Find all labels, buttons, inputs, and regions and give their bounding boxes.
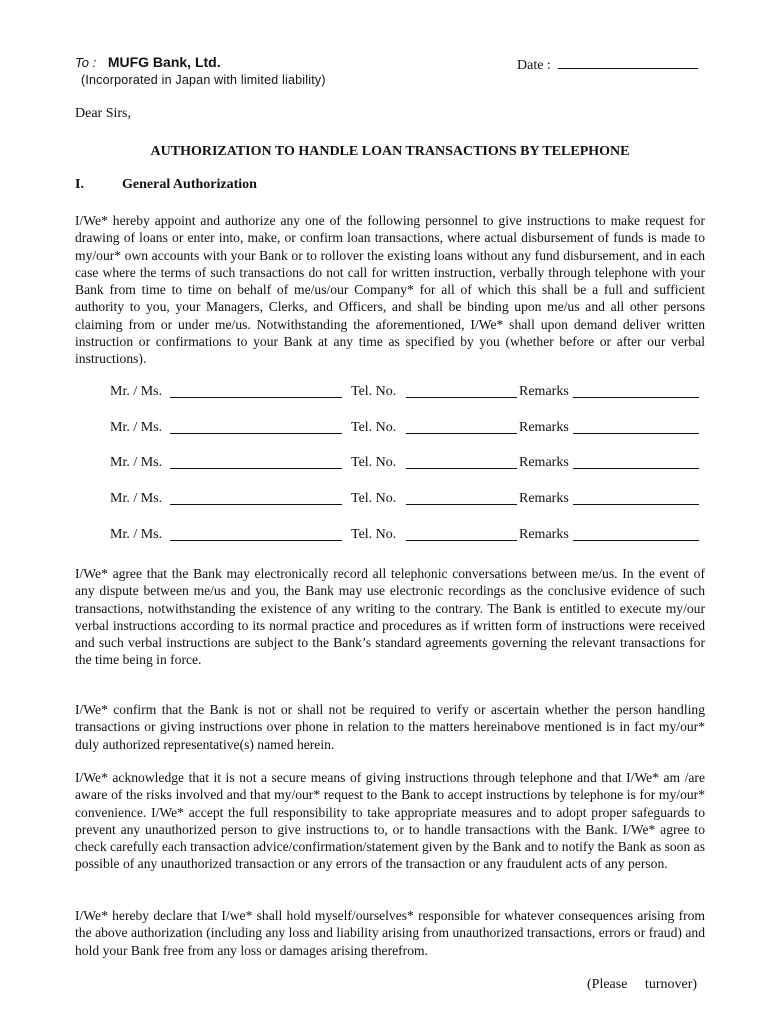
tel-label: Tel. No. <box>351 455 397 470</box>
tel-field[interactable] <box>406 528 517 541</box>
name-field[interactable] <box>170 492 342 505</box>
please-turnover-note: (Please turnover) <box>587 977 698 992</box>
name-label: Mr. / Ms. <box>110 527 163 542</box>
incorporation-note: (Incorporated in Japan with limited liability) <box>81 73 326 87</box>
remarks-label: Remarks <box>519 420 569 435</box>
document-title: AUTHORIZATION TO HANDLE LOAN TRANSACTIONS BY TELEPHONE <box>150 144 630 159</box>
date-line <box>517 56 698 74</box>
tel-label: Tel. No. <box>351 384 397 399</box>
remarks-label: Remarks <box>519 455 569 470</box>
personnel-row <box>110 455 705 471</box>
remarks-field[interactable] <box>573 421 699 434</box>
document-page <box>75 0 705 1024</box>
remarks-label: Remarks <box>519 527 569 542</box>
name-label: Mr. / Ms. <box>110 491 163 506</box>
date-label: Date : <box>517 58 551 73</box>
remarks-field[interactable] <box>573 492 699 505</box>
name-field[interactable] <box>170 421 342 434</box>
name-label: Mr. / Ms. <box>110 420 163 435</box>
indemnity-paragraph: I/We* hereby declare that I/we* shall hold myself/ourselves* responsible for whatever consequences arising from the above authorization (including any loss and liability arising from unauthorized transactions, errors or fraud) and hold your Bank free from any loss or damages arising therefrom. <box>75 908 705 958</box>
tel-field[interactable] <box>406 421 517 434</box>
tel-field[interactable] <box>406 456 517 469</box>
to-label: To : <box>75 55 97 70</box>
name-field[interactable] <box>170 385 342 398</box>
name-field[interactable] <box>170 456 342 469</box>
tel-label: Tel. No. <box>351 527 397 542</box>
remarks-label: Remarks <box>519 491 569 506</box>
tel-label: Tel. No. <box>351 491 397 506</box>
tel-label: Tel. No. <box>351 420 397 435</box>
remarks-field[interactable] <box>573 456 699 469</box>
personnel-row <box>110 420 705 436</box>
recipient-line <box>75 54 221 70</box>
authorization-paragraph: I/We* hereby appoint and authorize any one of the following personnel to give instructions to make request for drawing of loans or enter into, make, or confirm loan transactions, where actual disbursement of funds is made to my/our* own accounts with your Bank or to rollover the existing loans without any fund disbursement, and in each case where the terms of such transactions do not call for written instruction, verbally through telephone with your Bank from time to time on behalf of me/us/our Company* for all of which this shall be a full and sufficient authority to you, your Managers, Clerks, and Officers, and shall be binding upon me/us and all other persons claiming from or under me/us. Notwithstanding the aforementioned, I/We* shall upon demand deliver written instruction or confirmations to your Bank at any time as specified by you (whether before or after our verbal instructions). <box>75 213 705 367</box>
tel-field[interactable] <box>406 385 517 398</box>
remarks-field[interactable] <box>573 528 699 541</box>
personnel-row <box>110 384 705 400</box>
section-title: General Authorization <box>122 177 257 192</box>
tel-field[interactable] <box>406 492 517 505</box>
risk-acknowledgement-paragraph: I/We* acknowledge that it is not a secure means of giving instructions through telephone and that I/We* am /are aware of the risks involved and that my/our* request to the Bank to accept instructions by telephone is for my/our* convenience. I/We* accept the full responsibility to take appropriate measures and to adopt proper safeguards to prevent any unauthorized person to give instructions to, or to handle transactions with the Bank. I/We* agree to check carefully each transaction advice/confirmation/statement given by the Bank and to notify the Bank as soon as possible of any unauthorized transaction or any errors of the transaction or any fraudulent acts of any person. <box>75 770 705 872</box>
bank-name: MUFG Bank, Ltd. <box>107 54 221 70</box>
recording-paragraph: I/We* agree that the Bank may electronically record all telephonic conversations between me/us. In the event of any dispute between me/us and you, the Bank may use electronic recordings as the conclusive evidence of such transactions, notwithstanding the existence of any writing to the contrary. The Bank is entitled to execute my/our verbal instructions according to its normal practice and procedures as if written form of instructions were received and such verbal instructions are subject to the Bank’s standard agreements governing the relevant transactions for the time being in force. <box>75 566 705 668</box>
salutation: Dear Sirs, <box>75 106 131 121</box>
name-label: Mr. / Ms. <box>110 455 163 470</box>
remarks-field[interactable] <box>573 385 699 398</box>
name-field[interactable] <box>170 528 342 541</box>
name-label: Mr. / Ms. <box>110 384 163 399</box>
section-number: I. <box>75 177 84 192</box>
date-field[interactable] <box>558 56 698 69</box>
verification-paragraph: I/We* confirm that the Bank is not or shall not be required to verify or ascertain whether the person handling transactions or giving instructions over phone in relation to the matters hereinabove mentioned is in fact my/our* duly authorized representative(s) named herein. <box>75 702 705 752</box>
remarks-label: Remarks <box>519 384 569 399</box>
personnel-row <box>110 491 705 507</box>
personnel-row <box>110 527 705 543</box>
